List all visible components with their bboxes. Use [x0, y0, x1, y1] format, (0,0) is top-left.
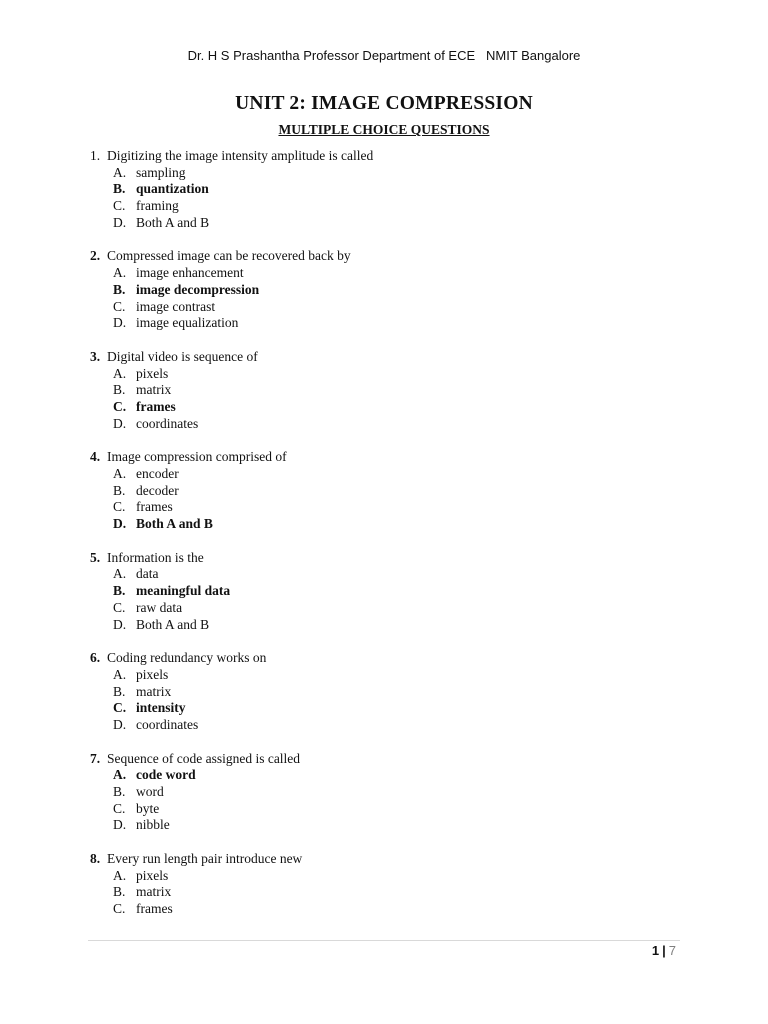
option-text: matrix: [136, 884, 172, 900]
question-text: Coding redundancy works on: [107, 650, 267, 666]
question-text: Digitizing the image intensity amplitude is called: [107, 148, 374, 163]
option-text: image decompression: [136, 281, 260, 297]
option-text: image equalization: [136, 315, 239, 331]
question-item: [90, 550, 690, 633]
question-stem: [90, 851, 690, 868]
option-letter: B.: [113, 884, 126, 900]
option-text: frames: [136, 901, 173, 917]
option-letter: C.: [113, 599, 126, 615]
option-list: [90, 667, 690, 734]
option-text: Both A and B: [136, 214, 210, 230]
option-list: [90, 868, 690, 918]
option-text: matrix: [136, 683, 172, 699]
option-item: [90, 684, 690, 701]
option-letter: B.: [113, 583, 126, 599]
question-number: 3.: [90, 348, 101, 364]
option-item: [90, 884, 690, 901]
option-letter: B.: [113, 181, 126, 197]
question-item: [90, 449, 690, 532]
option-correct: [90, 583, 690, 600]
option-letter: C.: [113, 499, 126, 515]
option-text: frames: [136, 499, 173, 515]
option-letter: C.: [113, 398, 127, 414]
question-number: 8.: [90, 851, 101, 867]
option-letter: B.: [113, 784, 126, 799]
option-text: raw data: [136, 599, 183, 615]
option-correct: [90, 399, 690, 416]
option-item: [90, 315, 690, 332]
question-stem: [90, 148, 690, 165]
option-text: intensity: [136, 700, 186, 716]
option-text: nibble: [136, 817, 170, 833]
option-text: pixels: [136, 666, 169, 682]
footer-divider: [88, 940, 680, 941]
question-number: 5.: [90, 549, 101, 565]
option-letter: B.: [113, 281, 126, 297]
option-item: [90, 265, 690, 282]
option-text: decoder: [136, 482, 179, 498]
option-letter: A.: [113, 466, 127, 481]
question-stem: [90, 349, 690, 366]
option-letter: D.: [113, 315, 127, 331]
question-number: 1.: [90, 148, 101, 163]
document-title: UNIT 2: IMAGE COMPRESSION: [235, 93, 533, 114]
option-letter: C.: [113, 298, 126, 314]
option-item: [90, 165, 690, 182]
question-item: [90, 349, 690, 432]
option-letter: D.: [113, 516, 127, 532]
question-stem: [90, 449, 690, 466]
page-separator: |: [662, 943, 666, 958]
question-text: Image compression comprised of: [107, 449, 287, 465]
option-text: pixels: [136, 867, 169, 883]
question-text: Every run length pair introduce new: [107, 851, 303, 867]
question-text: Sequence of code assigned is called: [107, 750, 301, 766]
option-text: image enhancement: [136, 265, 244, 281]
option-letter: C.: [113, 198, 126, 214]
option-correct: [90, 700, 690, 717]
option-item: [90, 299, 690, 316]
question-number: 6.: [90, 650, 101, 666]
option-letter: A.: [113, 767, 127, 783]
option-letter: D.: [113, 415, 127, 431]
question-stem: [90, 751, 690, 768]
option-letter: D.: [113, 716, 127, 732]
question-text: Digital video is sequence of: [107, 348, 258, 364]
option-text: pixels: [136, 365, 169, 381]
option-letter: A.: [113, 867, 127, 883]
page-number: [652, 943, 676, 958]
option-list: [90, 767, 690, 834]
option-text: meaningful data: [136, 583, 231, 599]
option-text: Both A and B: [136, 616, 210, 632]
option-item: [90, 366, 690, 383]
option-item: [90, 801, 690, 818]
question-list: [90, 148, 690, 935]
question-stem: [90, 650, 690, 667]
option-text: framing: [136, 198, 179, 214]
option-letter: A.: [113, 265, 127, 281]
question-number: 7.: [90, 750, 101, 766]
option-letter: D.: [113, 616, 127, 632]
option-correct: [90, 767, 690, 784]
option-item: [90, 483, 690, 500]
option-list: [90, 265, 690, 332]
option-text: sampling: [136, 164, 186, 180]
option-text: Both A and B: [136, 516, 213, 532]
question-stem: [90, 550, 690, 567]
page-header: Dr. H S Prashantha Professor Department of ECE NMIT Bangalore: [187, 48, 581, 63]
option-text: word: [136, 784, 164, 799]
question-text: Information is the: [107, 549, 204, 565]
option-item: [90, 617, 690, 634]
option-letter: C.: [113, 700, 127, 716]
question-number: 4.: [90, 449, 101, 465]
option-letter: D.: [113, 214, 127, 230]
option-text: code word: [136, 767, 196, 783]
option-text: coordinates: [136, 415, 199, 431]
question-number: 2.: [90, 248, 101, 264]
option-text: frames: [136, 398, 176, 414]
option-item: [90, 667, 690, 684]
option-text: byte: [136, 800, 160, 816]
option-correct: [90, 282, 690, 299]
option-item: [90, 499, 690, 516]
option-item: [90, 466, 690, 483]
option-item: [90, 784, 690, 801]
option-list: [90, 165, 690, 232]
option-letter: A.: [113, 164, 127, 180]
option-letter: B.: [113, 683, 126, 699]
option-text: image contrast: [136, 298, 216, 314]
document-subtitle: MULTIPLE CHOICE QUESTIONS: [278, 122, 490, 137]
option-text: data: [136, 566, 159, 582]
question-text: Compressed image can be recovered back by: [107, 248, 351, 264]
question-item: [90, 248, 690, 331]
option-list: [90, 466, 690, 533]
option-correct: [90, 181, 690, 198]
option-item: [90, 215, 690, 232]
option-text: coordinates: [136, 716, 199, 732]
option-letter: A.: [113, 666, 127, 682]
option-list: [90, 566, 690, 633]
option-item: [90, 198, 690, 215]
option-list: [90, 366, 690, 433]
option-text: matrix: [136, 382, 172, 398]
question-item: [90, 851, 690, 918]
option-letter: D.: [113, 817, 127, 833]
option-item: [90, 717, 690, 734]
question-item: [90, 751, 690, 834]
page-current: 1: [651, 943, 660, 958]
option-item: [90, 817, 690, 834]
page-total: 7: [668, 943, 676, 958]
option-text: quantization: [136, 181, 209, 197]
option-letter: B.: [113, 382, 126, 398]
question-stem: [90, 248, 690, 265]
question-item: [90, 650, 690, 733]
option-correct: [90, 516, 690, 533]
option-item: [90, 382, 690, 399]
option-letter: C.: [113, 901, 126, 917]
option-text: encoder: [136, 466, 179, 481]
option-item: [90, 868, 690, 885]
option-item: [90, 600, 690, 617]
option-item: [90, 566, 690, 583]
option-letter: A.: [113, 566, 127, 582]
option-letter: B.: [113, 482, 126, 498]
option-item: [90, 416, 690, 433]
option-item: [90, 901, 690, 918]
option-letter: C.: [113, 800, 126, 816]
option-letter: A.: [113, 365, 127, 381]
question-item: [90, 148, 690, 231]
